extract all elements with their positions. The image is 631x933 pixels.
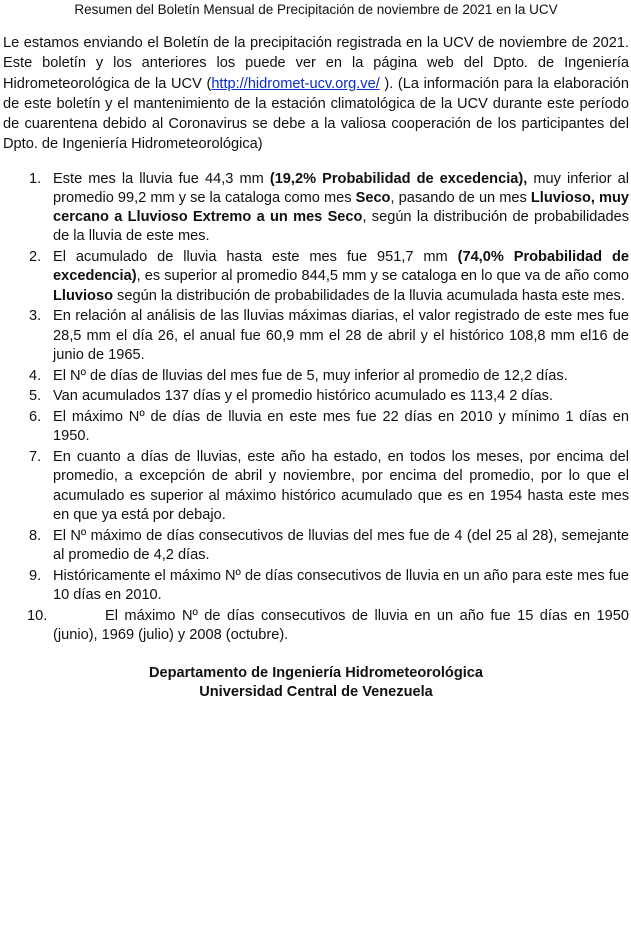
item-number: 4. bbox=[29, 367, 42, 384]
item-text: El Nº de días de lluvias del mes fue de 5, muy inferior al promedio de 12,2 días. bbox=[53, 367, 568, 384]
item-bold-text: Lluvioso bbox=[53, 287, 113, 304]
summary-list bbox=[3, 170, 629, 645]
item-number: 8. bbox=[29, 527, 42, 544]
item-bold-text: (19,2% Probabilidad de excedencia), bbox=[269, 170, 528, 187]
item-text: El Nº máximo de días consecutivos de lluvias del mes fue de 4 (del 25 al 28), semejante al promedio de 4,2 días. bbox=[53, 527, 629, 563]
intro-paragraph bbox=[3, 33, 629, 155]
intro-text-before-link: Le estamos enviando el Boletín de la precipitación registrada en la UCV de noviembre de 2021. Este boletín y los anteriores los puede ver en la página web del Dpto. de Ingeniería Hidrometeorológica de la UCV ( bbox=[3, 35, 629, 92]
item-text: El máximo Nº de días de lluvia en este mes fue 22 días en 2010 y mínimo 1 días en 1950. bbox=[53, 409, 629, 445]
item-text: según la distribución de probabilidades de la lluvia acumulada hasta este mes. bbox=[113, 287, 625, 304]
item-number: 6. bbox=[29, 409, 42, 426]
item-bold-text: Seco bbox=[355, 189, 391, 206]
list-item-1 bbox=[3, 170, 629, 247]
item-text: , según la distribución de probabilidades de la lluvia de este mes. bbox=[53, 209, 629, 245]
list-item-9 bbox=[3, 567, 629, 605]
item-text: En cuanto a días de lluvias, este año ha estado, en todos los meses, por encima del promedio, a excepción de abril y noviembre, por encima del promedio, por lo que el acumulado es superior al máximo histórico acumulado que es en 1954 hasta este mes en que ya está por debajo. bbox=[53, 449, 629, 523]
item-text: Este mes la lluvia fue 44,3 mm bbox=[53, 170, 270, 187]
intro-text-after-link: ). (La información para la elaboración de este boletín y el mantenimiento de la estación climatológica de la UCV durante este período de cuarentena debido al Coronavirus se debe a la valiosa cooperación de los participantes del Dpto. de Ingeniería Hidrometeorológica) bbox=[3, 75, 629, 153]
item-number: 7. bbox=[29, 449, 42, 466]
item-number: 2. bbox=[29, 249, 42, 266]
footer-university: Universidad Central de Venezuela bbox=[199, 684, 433, 700]
list-item-7 bbox=[3, 448, 629, 525]
item-text: Históricamente el máximo Nº de días consecutivos de lluvia en un año para este mes fue 10 días en 2010. bbox=[53, 567, 629, 603]
item-text: Van acumulados 137 días y el promedio histórico acumulado es 113,4 2 días. bbox=[53, 388, 553, 405]
item-number: 10. bbox=[27, 607, 48, 624]
footer-department: Departamento de Ingeniería Hidrometeorológica bbox=[148, 665, 484, 681]
item-text: El máximo Nº de días consecutivos de lluvia en un año fue 15 días en 1950 (junio), 1969 (julio) y 2008 (octubre). bbox=[53, 607, 629, 643]
list-item-6 bbox=[3, 408, 629, 446]
item-text: , pasando de un mes bbox=[390, 189, 531, 206]
item-number: 9. bbox=[29, 567, 42, 584]
list-item-2 bbox=[3, 248, 629, 306]
item-bold-text: (74,0% Probabilidad de excedencia) bbox=[53, 249, 629, 285]
list-item-8 bbox=[3, 527, 629, 565]
list-item-3 bbox=[3, 307, 629, 365]
item-number: 5. bbox=[29, 388, 42, 405]
item-text: El acumulado de lluvia hasta este mes fue 951,7 mm bbox=[53, 249, 458, 266]
item-text: En relación al análisis de las lluvias máximas diarias, el valor registrado de este mes fue 28,5 mm el día 26, el anual fue 60,9 mm el 28 de abril y el histórico 108,8 mm el16 de junio de 1965. bbox=[53, 308, 629, 363]
item-number: 3. bbox=[29, 308, 42, 325]
bulletin-title: Resumen del Boletín Mensual de Precipitación de noviembre de 2021 en la UCV bbox=[74, 2, 558, 17]
list-item-5 bbox=[3, 387, 629, 406]
list-item-4 bbox=[3, 367, 629, 386]
footer-signature bbox=[3, 664, 629, 702]
item-text: muy inferior al promedio 99,2 mm y se la cataloga como mes bbox=[53, 170, 629, 206]
item-number: 1. bbox=[29, 170, 42, 187]
item-bold-text: Lluvioso, muy cercano a Lluvioso Extremo a un mes Seco bbox=[53, 189, 629, 226]
list-item-10 bbox=[3, 607, 629, 645]
website-link[interactable]: http://hidromet-ucv.org.ve/ bbox=[211, 75, 380, 92]
item-text: , es superior al promedio 844,5 mm y se cataloga en lo que va de año como bbox=[136, 268, 629, 285]
